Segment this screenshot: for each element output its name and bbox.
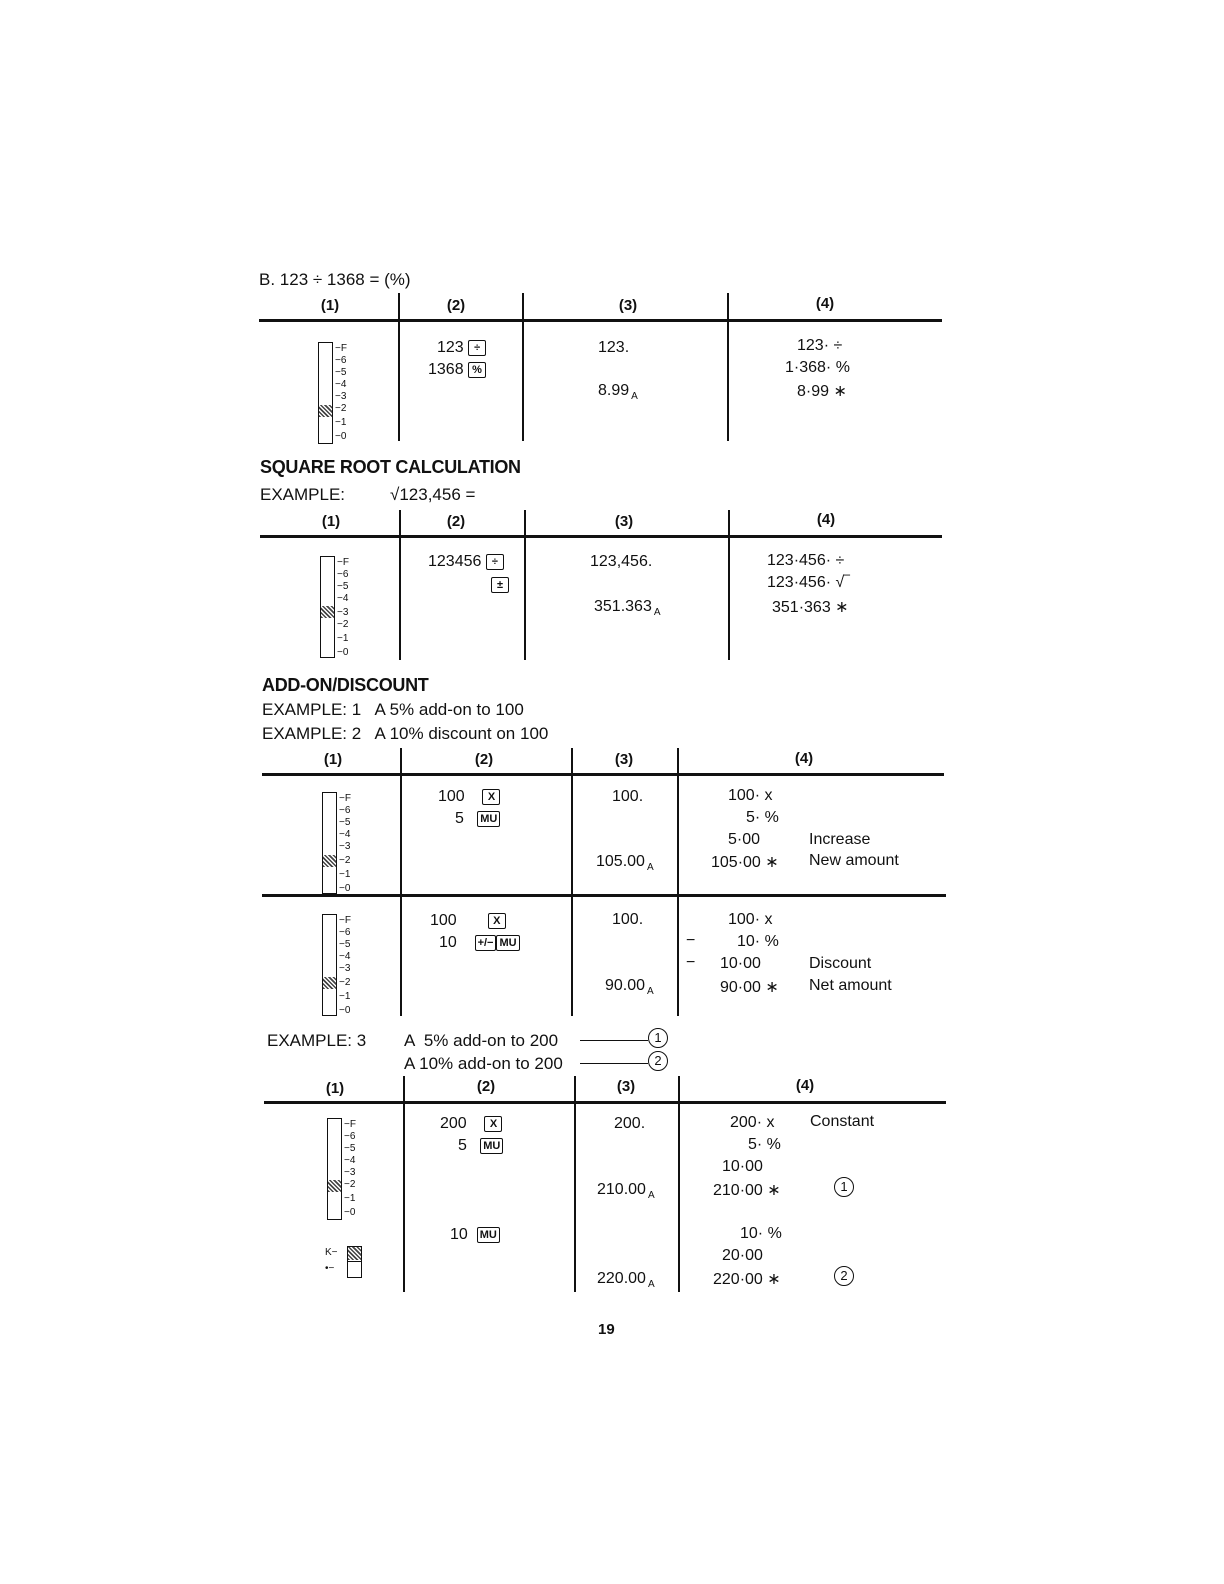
col-header-2: (2) (476, 1078, 496, 1095)
plus-equals-key-icon: ± (491, 577, 509, 593)
example-label: EXAMPLE: (260, 485, 346, 504)
col-header-3: (3) (614, 513, 634, 530)
markup-key-icon: MU (480, 1138, 503, 1154)
column-divider (403, 1076, 405, 1292)
display-value: 105.00 $_A$ (596, 853, 654, 873)
section-b-title: B. 123 ÷ 1368 = (%) (259, 270, 411, 289)
display-value: 123,456. (590, 553, 653, 570)
col-header-3: (3) (618, 297, 638, 314)
minus-sign: − (686, 932, 696, 949)
decimal-gauge: −F −6 −5 −4 −3 −2 −1 −0 (318, 342, 378, 446)
gauge-level-marker (328, 1180, 341, 1192)
printout-line: 20·00 (722, 1247, 763, 1264)
multiply-key-icon: X (482, 789, 500, 805)
minus-sign: − (686, 954, 696, 971)
display-value: 90.00 $_A$ (605, 977, 654, 997)
col-header-3: (3) (616, 1078, 636, 1095)
example-3-label: EXAMPLE: 3 (267, 1031, 367, 1050)
key-entry: 5 MU (458, 1137, 503, 1155)
display-value: 8.99 $_A$ (598, 382, 638, 402)
printout-line: 220·00 ∗ (713, 1271, 781, 1288)
printout-line: 1·368· % (785, 359, 850, 376)
column-divider (677, 748, 679, 1016)
display-value: 200. (614, 1115, 646, 1132)
printout-label: Increase (809, 831, 871, 848)
printout-line: 351·363 ∗ (772, 599, 849, 616)
display-value: 100. (612, 911, 644, 928)
key-entry: 10 +/− MU (439, 934, 520, 952)
col-header-3: (3) (614, 751, 634, 768)
printout-line: 123· ÷ (797, 337, 843, 354)
gauge-level-marker (323, 855, 336, 867)
sign-change-key-icon: +/− (475, 935, 497, 951)
col-header-4: (4) (815, 295, 835, 312)
printout-line: 100· x (728, 787, 773, 804)
column-divider (522, 293, 524, 441)
col-header-1: (1) (321, 513, 341, 530)
key-entry: 100 X (430, 912, 506, 930)
col-header-1: (1) (325, 1080, 345, 1097)
divide-key-icon: ÷ (486, 554, 504, 570)
constant-switch: K− •− (325, 1246, 365, 1280)
column-divider (571, 748, 573, 1016)
decimal-gauge: −F −6 −5 −4 −3 −2 −1 −0 (327, 1118, 387, 1222)
column-divider (398, 293, 400, 441)
column-divider (400, 748, 402, 1016)
printout-line: 10· % (740, 1225, 782, 1242)
printout-line: 8·99 ∗ (797, 383, 847, 400)
col-header-2: (2) (474, 751, 494, 768)
display-value: 123. (598, 339, 630, 356)
page-number: 19 (598, 1321, 615, 1338)
col-header-4: (4) (794, 750, 814, 767)
key-entry: 1368 % (428, 361, 486, 379)
circled-marker-2: 2 (834, 1266, 854, 1286)
key-entry: 200 X (440, 1115, 502, 1133)
example-expression: √123,456 = (390, 485, 476, 504)
markup-key-icon: MU (496, 935, 519, 951)
printout-label: Constant (810, 1113, 875, 1130)
printout-line: 5· % (746, 809, 779, 826)
display-value: 100. (612, 788, 644, 805)
printout-label: New amount (809, 852, 899, 869)
col-header-1: (1) (320, 297, 340, 314)
column-divider (399, 510, 401, 660)
circled-marker-1: 1 (648, 1028, 668, 1048)
printout-line: 100· x (728, 911, 773, 928)
circled-marker-2: 2 (648, 1051, 668, 1071)
printout-line: 5· % (748, 1136, 781, 1153)
gauge-level-marker (319, 405, 332, 417)
col-header-4: (4) (795, 1077, 815, 1094)
printout-label: Net amount (809, 977, 892, 994)
printout-line: 123·456· √‾ (767, 574, 850, 591)
table-rule (262, 773, 944, 776)
table-rule (264, 1101, 946, 1104)
column-divider (524, 510, 526, 660)
printout-line: 10· % (737, 933, 779, 950)
leader-line (580, 1063, 648, 1064)
table-rule (259, 319, 942, 322)
markup-key-icon: MU (477, 811, 500, 827)
decimal-gauge: −F −6 −5 −4 −3 −2 −1 −0 (322, 914, 382, 1018)
col-header-1: (1) (323, 751, 343, 768)
column-divider (678, 1076, 680, 1292)
printout-label: Discount (809, 955, 872, 972)
percent-key-icon: % (468, 362, 486, 378)
column-divider (727, 293, 729, 441)
printout-line: 123·456· ÷ (767, 552, 845, 569)
square-root-title: SQUARE ROOT CALCULATION (260, 457, 521, 477)
key-entry: 123 ÷ (437, 339, 486, 357)
key-entry (491, 576, 509, 594)
gauge-level-marker (323, 977, 336, 989)
example-1: EXAMPLE: 1 A 5% add-on to 100 (262, 700, 524, 719)
display-value: 210.00 $_A$ (597, 1181, 655, 1201)
example-3-line-1: A 5% add-on to 200 (404, 1031, 559, 1050)
decimal-gauge: −F −6 −5 −4 −3 −2 −1 −0 (322, 792, 382, 896)
key-entry: 100 X (438, 788, 500, 806)
example-2: EXAMPLE: 2 A 10% discount on 100 (262, 724, 549, 743)
gauge-level-marker (321, 606, 334, 618)
printout-line: 10·00 (722, 1158, 763, 1175)
switch-position-marker (348, 1247, 361, 1260)
display-value: 220.00 $_A$ (597, 1270, 655, 1290)
printout-line: 10·00 (720, 955, 761, 972)
multiply-key-icon: X (488, 913, 506, 929)
multiply-key-icon: X (484, 1116, 502, 1132)
key-entry: 10 MU (450, 1226, 500, 1244)
col-header-4: (4) (816, 511, 836, 528)
divide-key-icon: ÷ (468, 340, 486, 356)
printout-line: 210·00 ∗ (713, 1182, 781, 1199)
markup-key-icon: MU (477, 1227, 500, 1243)
circled-marker-1: 1 (834, 1177, 854, 1197)
addon-title: ADD-ON/DISCOUNT (262, 675, 429, 695)
col-header-2: (2) (446, 297, 466, 314)
printout-line: 90·00 ∗ (720, 979, 779, 996)
printout-line: 200· x (730, 1114, 775, 1131)
key-entry: 123456 ÷ (428, 553, 504, 571)
printout-line: 105·00 ∗ (711, 854, 779, 871)
table-rule (260, 535, 942, 538)
column-divider (574, 1076, 576, 1292)
col-header-2: (2) (446, 513, 466, 530)
printout-line: 5·00 (728, 831, 761, 848)
decimal-gauge: −F −6 −5 −4 −3 −2 −1 −0 (320, 556, 380, 660)
display-value: 351.363 $_A$ (594, 598, 661, 618)
key-entry: 5 MU (455, 810, 500, 828)
example-3-line-2: A 10% add-on to 200 (404, 1054, 563, 1073)
column-divider (728, 510, 730, 660)
leader-line (580, 1040, 648, 1041)
